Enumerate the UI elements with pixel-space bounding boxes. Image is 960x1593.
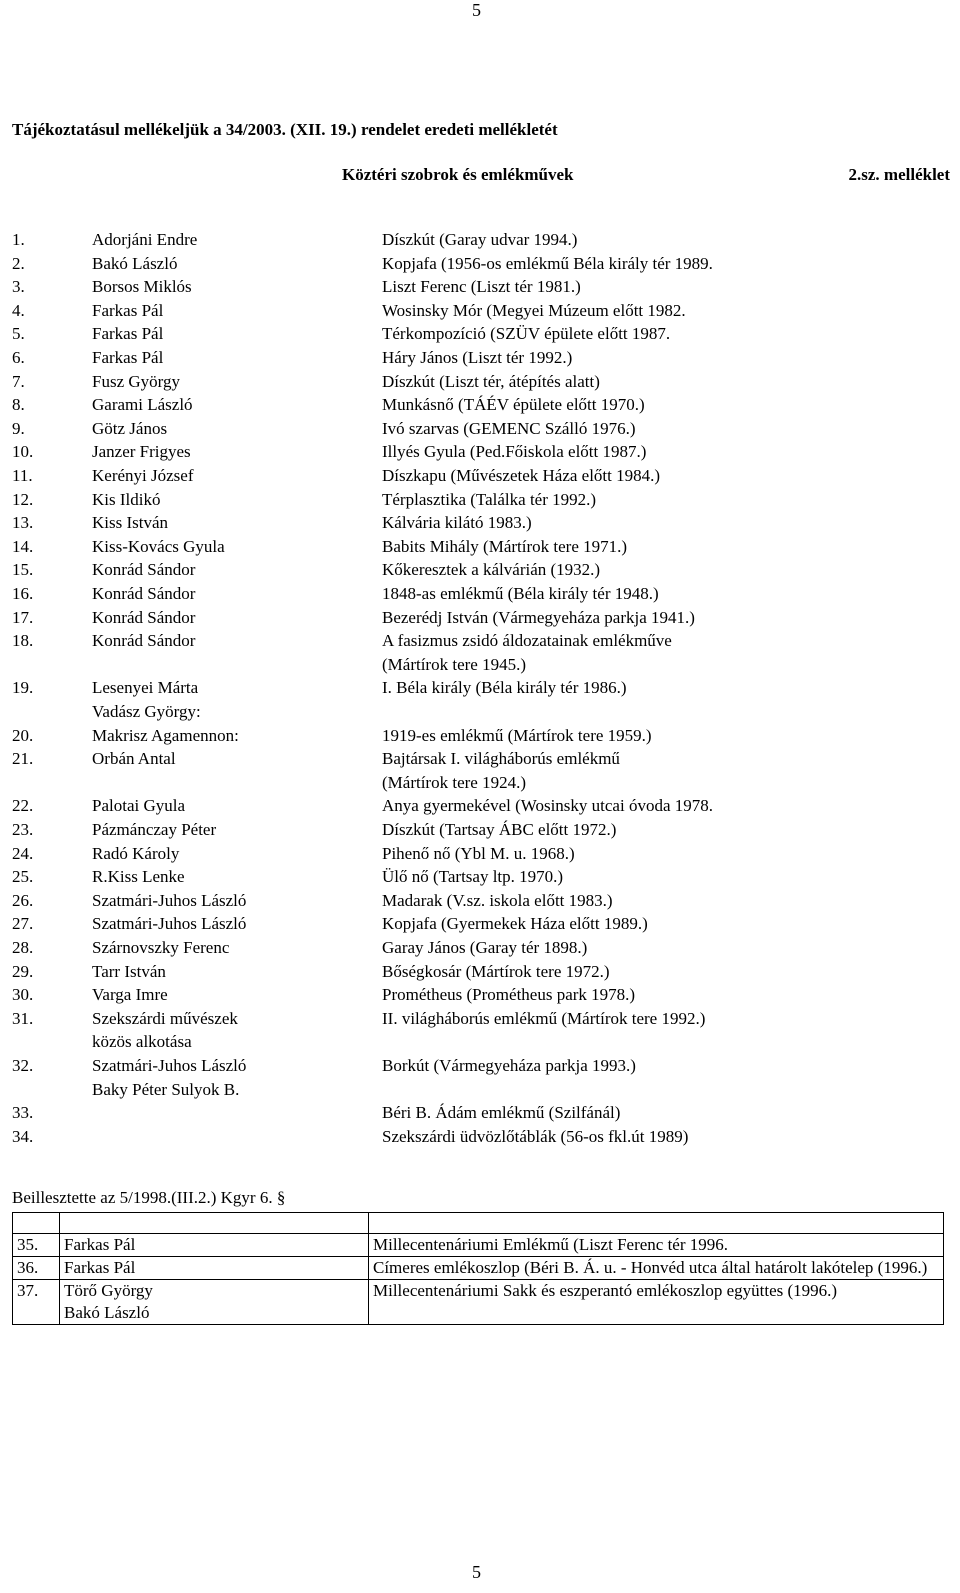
list-item [0, 702, 960, 726]
artist-name: Szekszárdi művészek [92, 1008, 238, 1028]
list-item [0, 277, 960, 301]
artist-name: Borsos Miklós [92, 277, 192, 297]
artwork-title: Garay János (Garay tér 1898.) [382, 938, 588, 957]
artwork-title: Háry János (Liszt tér 1992.) [382, 348, 573, 367]
list-item [0, 348, 960, 372]
item-number: 27. [12, 914, 34, 934]
artwork-title: Térkompozíció (SZÜV épülete előtt 1987. [382, 324, 671, 344]
artwork-title: Térplasztika (Találka tér 1992.) [382, 489, 597, 509]
artwork-title: (Mártírok tere 1945.) [382, 654, 526, 674]
table-cell-num: 36. [13, 1257, 60, 1280]
artwork-title: Borkút (Vármegyeháza parkja 1993.) [382, 1056, 636, 1075]
list-item [0, 395, 960, 419]
item-number: 34. [12, 1126, 34, 1146]
artist-name: Konrád Sándor [92, 607, 196, 627]
list-item [0, 419, 960, 443]
table-row [13, 1234, 944, 1257]
artwork-title: Díszkapu (Művészetek Háza előtt 1984.) [382, 466, 661, 485]
artist-name: Janzer Frigyes [92, 442, 191, 462]
artist-name: Konrád Sándor [92, 560, 196, 580]
list-item [0, 726, 960, 750]
list-item [0, 1009, 960, 1033]
document-title: Köztéri szobrok és emlékművek [342, 165, 574, 184]
artist-name: Szatmári-Juhos László [92, 1056, 247, 1075]
artist-name: Szatmári-Juhos László [92, 914, 247, 934]
list-item [0, 655, 960, 679]
list-item [0, 844, 960, 868]
artist-name: Fusz György [92, 371, 180, 391]
list-item [0, 254, 960, 278]
page-number-top: 5 [472, 0, 481, 20]
artist-name: Kiss-Kovács Gyula [92, 536, 225, 556]
list-item [0, 867, 960, 891]
annex-label: 2.sz. melléklet [848, 165, 950, 184]
artist-name: Orbán Antal [92, 749, 176, 769]
list-item [0, 490, 960, 514]
artwork-title: Munkásnő (TÁÉV épülete előtt 1970.) [382, 395, 645, 415]
list-item [0, 537, 960, 561]
table-cell-work: Címeres emlékoszlop (Béri B. Á. u. - Honvéd utca által határolt lakótelep (1996.) [369, 1257, 944, 1280]
list-item [0, 678, 960, 702]
table-cell-name: Farkas Pál [60, 1234, 369, 1257]
artist-name: Farkas Pál [92, 348, 164, 367]
item-number: 2. [12, 253, 25, 273]
page-number-bottom: 5 [472, 1562, 481, 1582]
artist-name: Adorjáni Endre [92, 230, 198, 249]
artist-name: Götz János [92, 418, 168, 438]
artwork-title: Béri B. Ádám emlékmű (Szilfánál) [382, 1103, 621, 1123]
artist-name: Konrád Sándor [92, 631, 196, 651]
item-number: 4. [12, 300, 25, 320]
table-cell-num: 37. [13, 1280, 60, 1325]
artist-name: Szatmári-Juhos László [92, 890, 247, 910]
list-item [0, 1080, 960, 1104]
artist-name: Bakó László [92, 253, 178, 273]
artist-name: Konrád Sándor [92, 584, 196, 603]
artist-name: Kiss István [92, 513, 169, 533]
item-number: 29. [12, 961, 34, 981]
list-item [0, 513, 960, 537]
artist-name: Baky Péter Sulyok B. [92, 1079, 240, 1099]
table-cell-work: Millecentenáriumi Emlékmű (Liszt Ferenc tér 1996. [369, 1234, 944, 1257]
item-number: 18. [12, 631, 34, 651]
artwork-title: Babits Mihály (Mártírok tere 1971.) [382, 536, 628, 556]
list-item [0, 631, 960, 655]
item-number: 22. [12, 796, 34, 816]
artwork-title: (Mártírok tere 1924.) [382, 772, 526, 792]
artist-name: Palotai Gyula [92, 796, 186, 816]
artwork-title: 1919-es emlékmű (Mártírok tere 1959.) [382, 725, 652, 745]
list-item [0, 985, 960, 1009]
list-item [0, 442, 960, 466]
item-number: 31. [12, 1008, 34, 1028]
list-item [0, 324, 960, 348]
item-number: 30. [12, 985, 34, 1005]
artist-name: közös alkotása [92, 1032, 192, 1052]
list-item [0, 1127, 960, 1151]
artwork-title: Anya gyermekével (Wosinsky utcai óvoda 1978. [382, 796, 713, 816]
table-row [13, 1257, 944, 1280]
artwork-title: Kopjafa (Gyermekek Háza előtt 1989.) [382, 914, 648, 934]
footnote: Beillesztette az 5/1998.(III.2.) Kgyr 6. § [12, 1188, 286, 1207]
list-item [0, 914, 960, 938]
artist-name: R.Kiss Lenke [92, 867, 185, 887]
artwork-title: Kőkeresztek a kálvárián (1932.) [382, 560, 601, 580]
item-number: 14. [12, 536, 34, 556]
item-number: 19. [12, 678, 34, 698]
artwork-title: Bajtársak I. világháborús emlékmű [382, 749, 620, 769]
artwork-title: Wosinsky Mór (Megyei Múzeum előtt 1982. [382, 300, 686, 320]
artwork-title: A fasizmus zsidó áldozatainak emlékműve [382, 631, 672, 651]
artwork-title: Szekszárdi üdvözlőtáblák (56-os fkl.út 1989) [382, 1126, 689, 1146]
artwork-title: Díszkút (Garay udvar 1994.) [382, 230, 578, 249]
list-item [0, 466, 960, 490]
list-item [0, 796, 960, 820]
list-item [0, 891, 960, 915]
list-item [0, 962, 960, 986]
artist-name: Kerényi József [92, 466, 194, 485]
list-item [0, 301, 960, 325]
table-cell-name: Farkas Pál [60, 1257, 369, 1280]
item-number: 16. [12, 584, 34, 603]
item-number: 26. [12, 890, 34, 910]
item-number: 9. [12, 418, 25, 438]
artist-name: Radó Károly [92, 843, 180, 863]
item-number: 15. [12, 560, 34, 580]
artwork-title: Prométheus (Prométheus park 1978.) [382, 985, 636, 1005]
artist-name: Kis Ildikó [92, 489, 161, 509]
table-cell-name: Törő György Bakó László [60, 1280, 369, 1325]
artwork-title: Illyés Gyula (Ped.Főiskola előtt 1987.) [382, 442, 647, 462]
artist-name: Lesenyei Márta [92, 678, 199, 698]
list-item [0, 560, 960, 584]
artwork-title: Bőségkosár (Mártírok tere 1972.) [382, 961, 610, 981]
list-item [0, 584, 960, 608]
artist-name: Varga Imre [92, 985, 168, 1005]
item-number: 33. [12, 1103, 34, 1123]
item-number: 13. [12, 513, 34, 533]
list-item [0, 230, 960, 254]
item-number: 17. [12, 607, 34, 627]
item-number: 25. [12, 867, 34, 887]
artwork-title: Díszkút (Tartsay ÁBC előtt 1972.) [382, 820, 617, 839]
item-number: 1. [12, 230, 25, 249]
item-number: 6. [12, 348, 25, 367]
artwork-title: Liszt Ferenc (Liszt tér 1981.) [382, 277, 581, 297]
table-row [13, 1280, 944, 1325]
item-number: 5. [12, 324, 25, 344]
table-cell-num: 35. [13, 1234, 60, 1257]
artist-name: Farkas Pál [92, 300, 164, 320]
item-number: 20. [12, 725, 34, 745]
table-cell-work: Millecentenáriumi Sakk és eszperantó emlékoszlop együttes (1996.) [369, 1280, 944, 1325]
artist-name: Tarr István [92, 961, 166, 981]
artwork-title: Kopjafa (1956-os emlékmű Béla király tér 1989. [382, 253, 713, 273]
item-number: 11. [12, 466, 33, 485]
list-item [0, 608, 960, 632]
list-item [0, 773, 960, 797]
list-item [0, 749, 960, 773]
artist-name: Farkas Pál [92, 324, 164, 344]
item-number: 8. [12, 395, 25, 415]
amendment-table [12, 1212, 944, 1325]
list-item [0, 1103, 960, 1127]
item-number: 24. [12, 843, 34, 863]
artwork-title: Kálvária kilátó 1983.) [382, 513, 532, 533]
artwork-title: 1848-as emlékmű (Béla király tér 1948.) [382, 584, 659, 603]
artist-name: Makrisz Agamennon: [92, 725, 239, 745]
artwork-title: Ivó szarvas (GEMENC Szálló 1976.) [382, 418, 636, 438]
intro-text: Tájékoztatásul mellékeljük a 34/2003. (XII. 19.) rendelet eredeti mellékletét [12, 120, 558, 139]
artist-name: Pázmánczay Péter [92, 820, 217, 839]
list-item [0, 1056, 960, 1080]
item-number: 10. [12, 442, 34, 462]
artwork-title: II. világháborús emlékmű (Mártírok tere 1992.) [382, 1008, 706, 1028]
artwork-title: I. Béla király (Béla király tér 1986.) [382, 678, 627, 698]
list-item [0, 1032, 960, 1056]
artwork-title: Díszkút (Liszt tér, átépítés alatt) [382, 371, 600, 391]
list-item [0, 820, 960, 844]
item-number: 32. [12, 1056, 34, 1075]
item-number: 12. [12, 489, 34, 509]
artwork-title: Madarak (V.sz. iskola előtt 1983.) [382, 890, 613, 910]
artwork-title: Ülő nő (Tartsay ltp. 1970.) [382, 867, 564, 887]
list-item [0, 372, 960, 396]
artist-name: Szárnovszky Ferenc [92, 938, 230, 957]
item-number: 3. [12, 277, 25, 297]
list-item [0, 938, 960, 962]
artwork-title: Pihenő nő (Ybl M. u. 1968.) [382, 843, 575, 863]
item-number: 23. [12, 820, 34, 839]
item-number: 7. [12, 371, 25, 391]
table-header-row [13, 1213, 944, 1234]
artist-name: Vadász György: [92, 702, 201, 721]
artwork-title: Bezerédj István (Vármegyeháza parkja 1941.) [382, 607, 695, 627]
item-number: 28. [12, 938, 34, 957]
item-number: 21. [12, 749, 34, 769]
artist-name: Garami László [92, 395, 193, 415]
